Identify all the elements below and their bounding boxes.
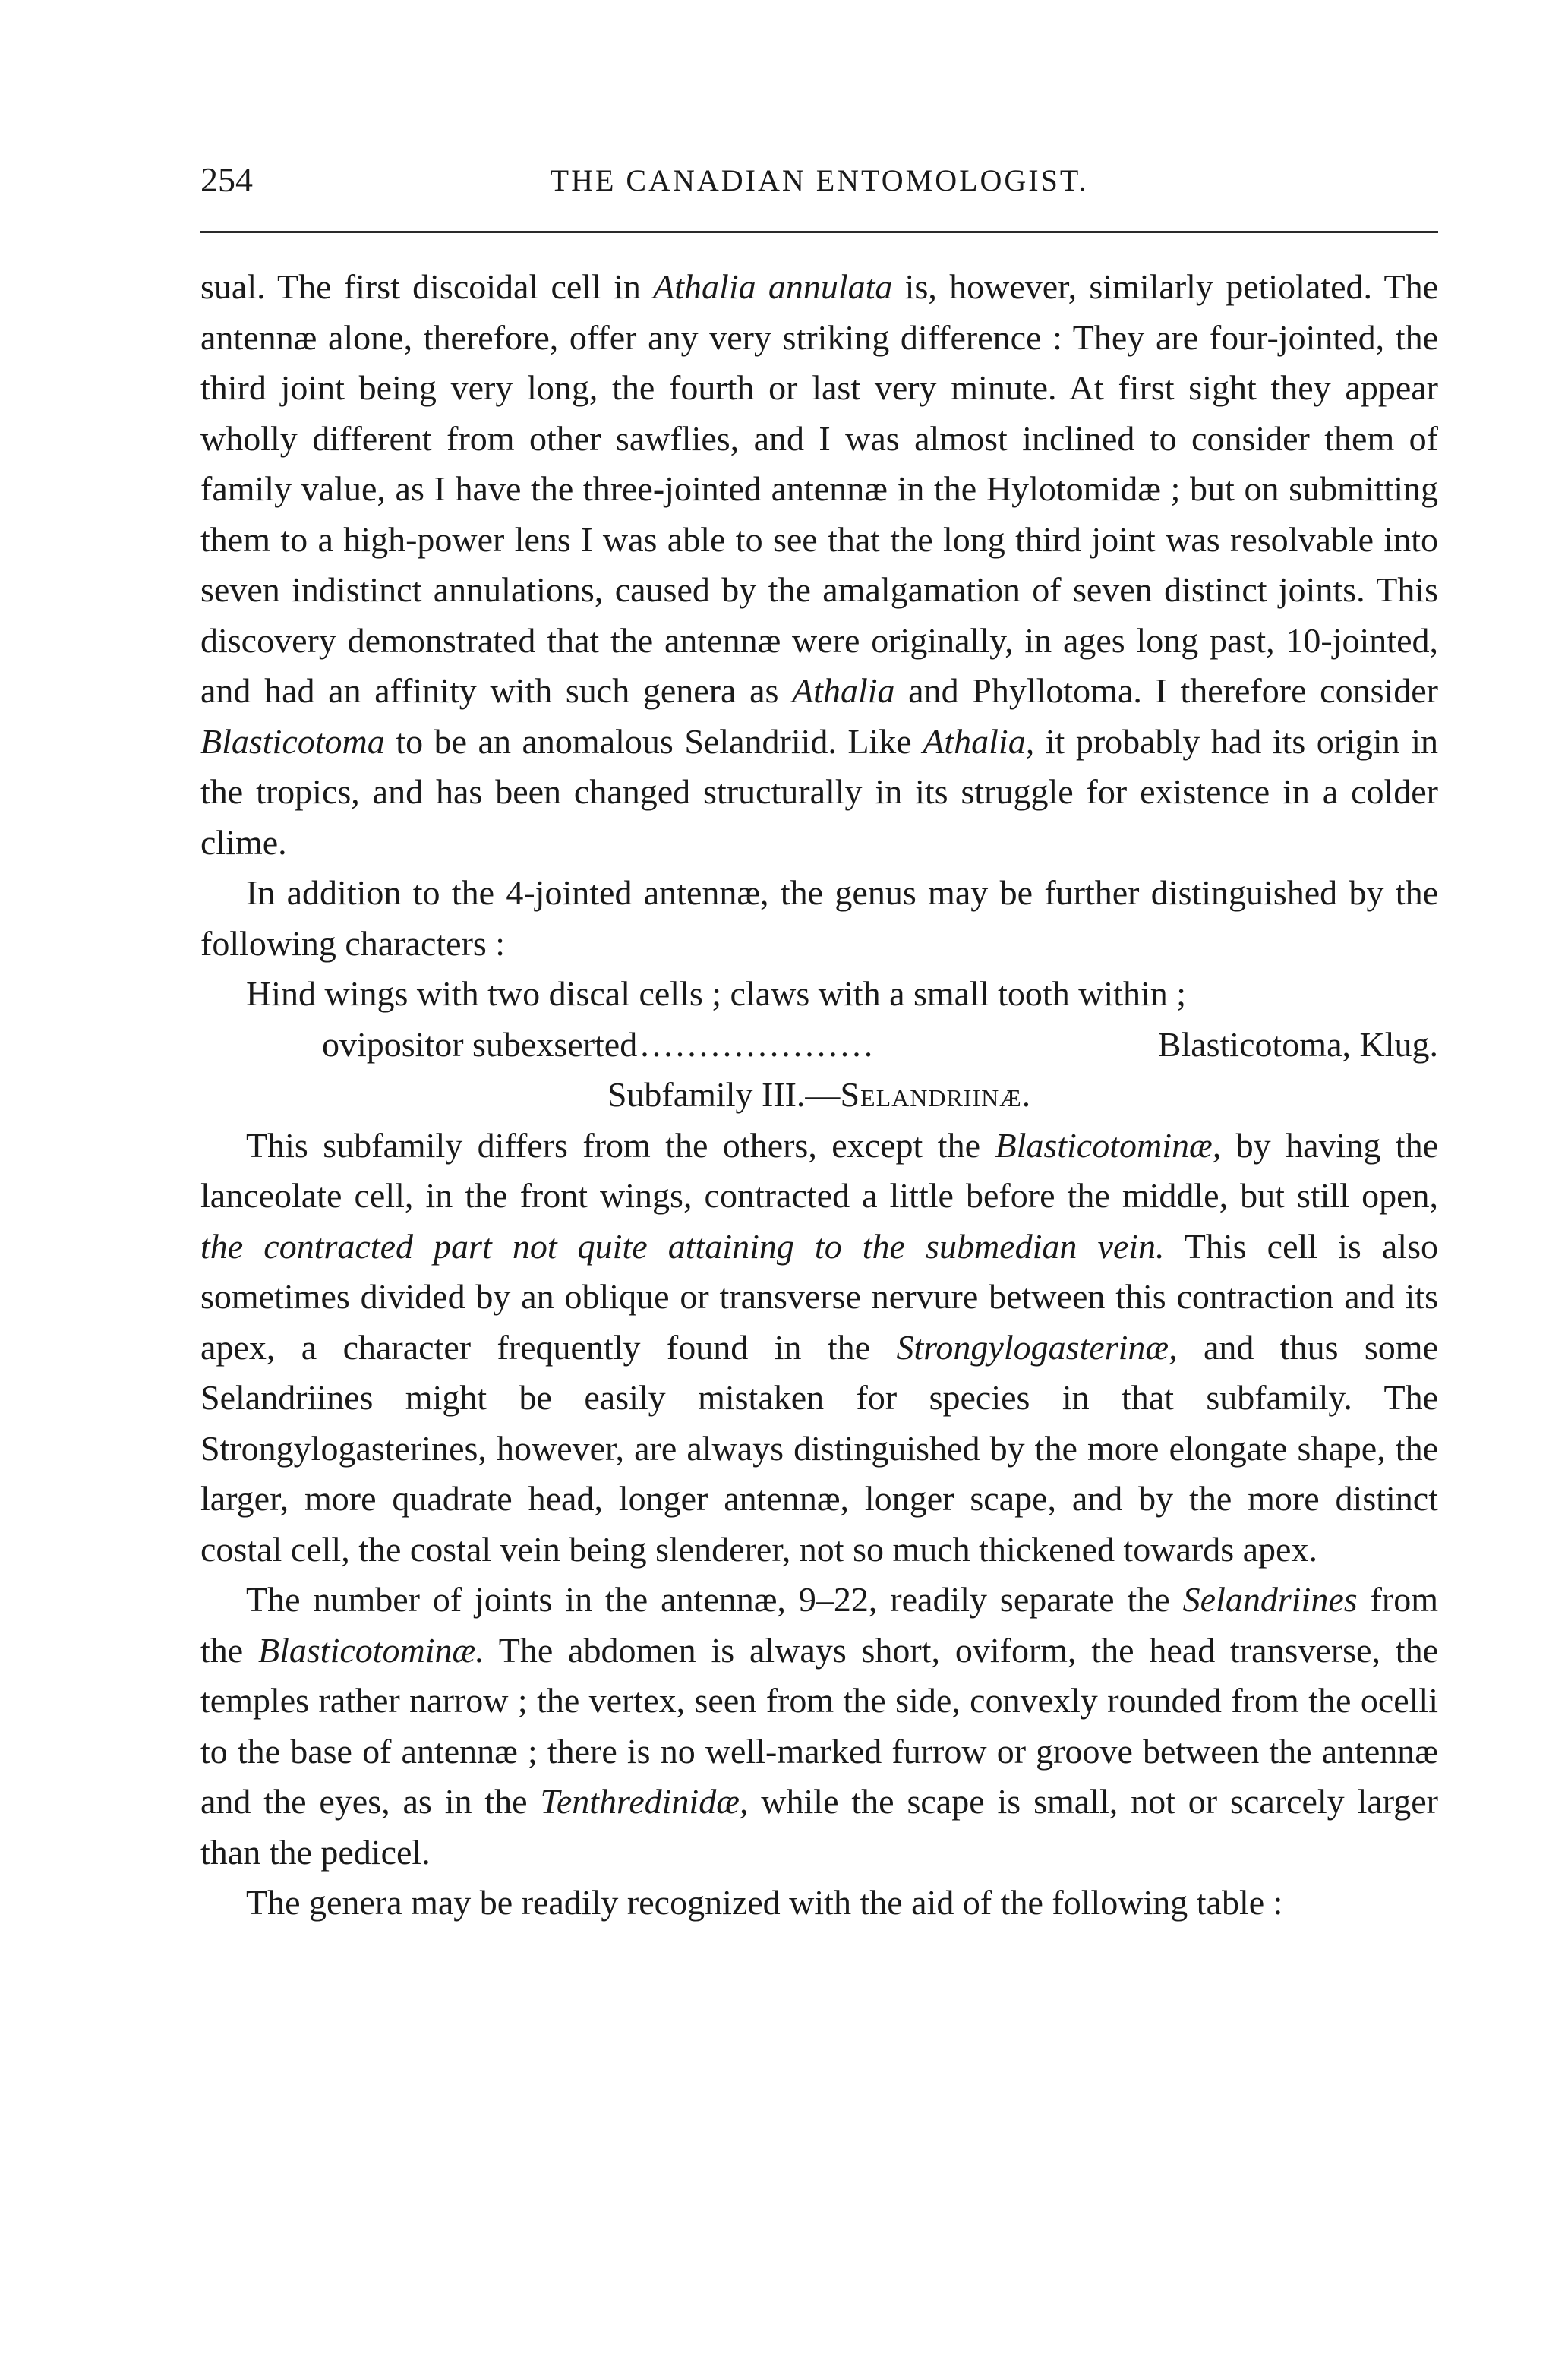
genus-name: Athalia,	[923, 721, 1035, 761]
group-name: Selandriines	[1182, 1580, 1358, 1619]
text: This subfamily differs from the others, except the	[246, 1125, 995, 1165]
paragraph-5: The genera may be readily recognized with the aid of the following table :	[246, 1883, 1283, 1922]
key-genus: Blasticotoma, Klug.	[1157, 1024, 1438, 1064]
family-name: Tenthredinidæ,	[540, 1782, 749, 1821]
text: sual. The first discoidal cell in	[200, 267, 654, 306]
text: This cell is also sometimes divided by an oblique or transverse nervure between this contraction and its apex, a character frequently found in the	[200, 1226, 1438, 1367]
text: it probably had its origin in the tropics, and has been changed structurally in its struggle for existence in a colder clime.	[200, 721, 1438, 862]
emphasis: the contracted part not quite attaining to the submedian vein.	[200, 1226, 1165, 1266]
paragraph-1	[200, 262, 1438, 868]
paragraph-2: In addition to the 4-jointed antennæ, the genus may be further distinguished by the following characters :	[200, 873, 1438, 963]
subfamily-name: Selandriinæ.	[840, 1075, 1032, 1114]
running-title: THE CANADIAN ENTOMOLOGIST.	[550, 163, 1089, 197]
key-character: ovipositor subexserted	[322, 1024, 638, 1064]
paragraph-3	[200, 1121, 1438, 1575]
paragraph-4	[200, 1575, 1438, 1878]
subfamily-name-italic: Strongylogasterinæ,	[896, 1327, 1178, 1367]
subfamily-heading	[200, 1070, 1438, 1121]
leader-dots: ....................	[640, 1024, 876, 1064]
text: from the	[200, 1580, 1438, 1670]
genus-name: Athalia	[792, 671, 895, 710]
text: The abdomen is always short, oviform, the head transverse, the temples rather narrow ; the vertex, seen from the side, convexly rounded from the ocelli to the base of antennæ ; there is no well-marked furrow or groove between the antennæ and the eyes, as in the	[200, 1630, 1438, 1821]
key-line-1: Hind wings with two discal cells ; claws with a small tooth within ;	[246, 974, 1187, 1013]
text: and Phyllotoma. I therefore consider	[894, 671, 1438, 710]
header-rule	[200, 231, 1438, 233]
text: while the scape is small, not or scarcely larger than the pedicel.	[200, 1782, 1438, 1872]
page-header	[200, 159, 1438, 220]
key-line-2	[200, 1020, 1438, 1071]
text: is, however, similarly petiolated. The antennæ alone, therefore, offer any very striking difference : They are four-jointed, the third joint being very long, the fourth or last very minute. At first sight they appear wholly different from other sawflies, and I was almost inclined to consider them of family value, as I have the three-jointed antennæ in the Hylotomidæ ; but on submitting them to a high-power lens I was able to see that the long third joint was resolvable into seven indistinct annulations, caused by the amalgamation of seven distinct joints. This discovery demonstrated that the antennæ were originally, in ages long past, 10-jointed, and had an affinity with such genera as	[200, 267, 1438, 710]
page	[200, 159, 1438, 1929]
species-name: Athalia annulata	[653, 267, 893, 306]
page-number: 254	[200, 160, 253, 199]
text: to be an anomalous Selandriid. Like	[384, 721, 923, 761]
subfamily-name-italic: Blasticotominæ.	[258, 1630, 484, 1670]
subfamily-name-italic: Blasticotominæ,	[995, 1125, 1222, 1165]
subfamily-prefix: Subfamily III.—	[607, 1075, 841, 1114]
text: The number of joints in the antennæ, 9–22, readily separate the	[246, 1580, 1183, 1619]
text: by having the lanceolate cell, in the front wings, contracted a little before the middle, but still open,	[200, 1125, 1438, 1215]
text: and thus some Selandriines might be easily mistaken for species in that subfamily. The Strongylogasterines, however, are always distinguished by the more elongate shape, the larger, more quadrate head, longer antennæ, longer scape, and by the more distinct costal cell, the costal vein being slenderer, not so much thickened towards apex.	[200, 1327, 1438, 1569]
genus-name: Blasticotoma	[200, 721, 385, 761]
body-text	[200, 262, 1438, 1929]
